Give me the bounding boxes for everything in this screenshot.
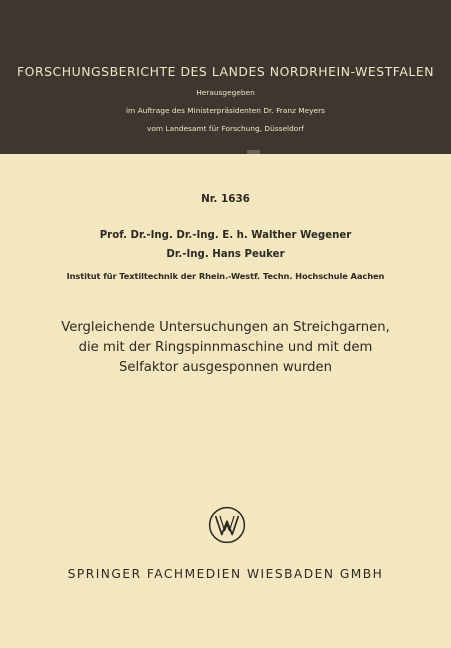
publisher: SPRINGER FACHMEDIEN WIESBADEN GMBH xyxy=(67,567,384,581)
author-secondary: Dr.-Ing. Hans Peuker xyxy=(166,249,285,260)
report-number: Nr. 1636 xyxy=(201,193,250,205)
commission-line: im Auftrage des Ministerpräsidenten Dr. Franz Meyers xyxy=(125,106,326,115)
title-line-1: Vergleichende Untersuchungen an Streichgarnen, xyxy=(61,320,390,335)
institute: Institut für Textiltechnik der Rhein.-Westf. Techn. Hochschule Aachen xyxy=(66,271,385,281)
office-line: vom Landesamt für Forschung, Düsseldorf xyxy=(147,124,304,133)
header-notch xyxy=(247,150,260,154)
title-line-2: die mit der Ringspinnmaschine und mit dem xyxy=(78,340,373,355)
editor-line: Herausgegeben xyxy=(196,88,255,97)
author-primary: Prof. Dr.-Ing. Dr.-Ing. E. h. Walther Wegener xyxy=(99,230,352,241)
series-title: FORSCHUNGSBERICHTE DES LANDES NORDRHEIN-WESTFALEN xyxy=(16,64,435,79)
title-line-3: Selfaktor ausgesponnen wurden xyxy=(118,360,333,375)
springer-vs-logo-icon xyxy=(208,506,246,544)
series-header xyxy=(0,0,451,154)
